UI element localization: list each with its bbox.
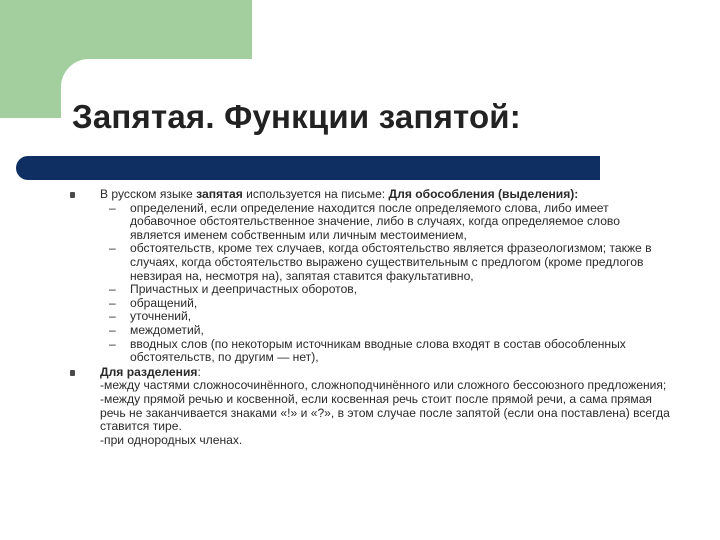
dash-icon: –: [109, 322, 116, 337]
sub-list-item: – определений, если определение находится после определяемого слова, либо имеет добавочное обстоятельственное значение, либо в случаях, когда определяемое слово является именем собственным или личным местоимением,: [109, 200, 620, 242]
isolation-intro: В русском языке запятая используется на письме: Для обособления (выделения):: [100, 187, 579, 201]
bullet-icon: [70, 370, 75, 376]
sub-list-item: – уточнений,: [109, 309, 192, 324]
dash-icon: –: [109, 282, 116, 297]
slide-content: [70, 188, 670, 447]
sub-list-item: – обращений,: [109, 295, 198, 310]
bullet-point-separation: [70, 366, 670, 448]
sub-list-item: – вводных слов (по некоторым источникам вводные слова входят в состав обособленных обстоятельств, по другим — нет),: [109, 336, 626, 365]
dash-icon: –: [109, 309, 116, 324]
dash-icon: –: [109, 200, 116, 215]
bullet-point-isolation: [70, 188, 670, 202]
dash-icon: –: [109, 241, 116, 256]
separation-heading: Для разделения:: [100, 364, 201, 379]
sub-list-item: – междометий,: [109, 322, 204, 337]
dash-icon: –: [109, 336, 116, 351]
isolation-sub-list: [109, 200, 670, 365]
sub-list-item: – обстоятельств, кроме тех случаев, когда обстоятельство является фразеологизмом; также в случаях, когда обстоятельство выражено существительным с предлогом (кроме предлогов невзирая на, несмотря на), запятая ставится факультативно,: [109, 241, 652, 283]
separation-line: -при однородных членах.: [100, 432, 243, 447]
separation-line: -между частями сложносочинённого, сложноподчинённого или сложного бессоюзного предложения;: [100, 378, 667, 393]
bullet-icon: [70, 192, 75, 198]
separation-line: -между прямой речью и косвенной, если косвенная речь стоит после прямой речи, а сама прямая речь не заканчивается знаками «!» и «?», в этом случае после запятой (если она поставлена) всегда ставится тире.: [100, 391, 670, 434]
dash-icon: –: [109, 295, 116, 310]
sub-list-item: – Причастных и деепричастных оборотов,: [109, 282, 358, 297]
slide-title: Запятая. Функции запятой:: [72, 98, 521, 135]
title-divider-bar: [16, 156, 600, 180]
